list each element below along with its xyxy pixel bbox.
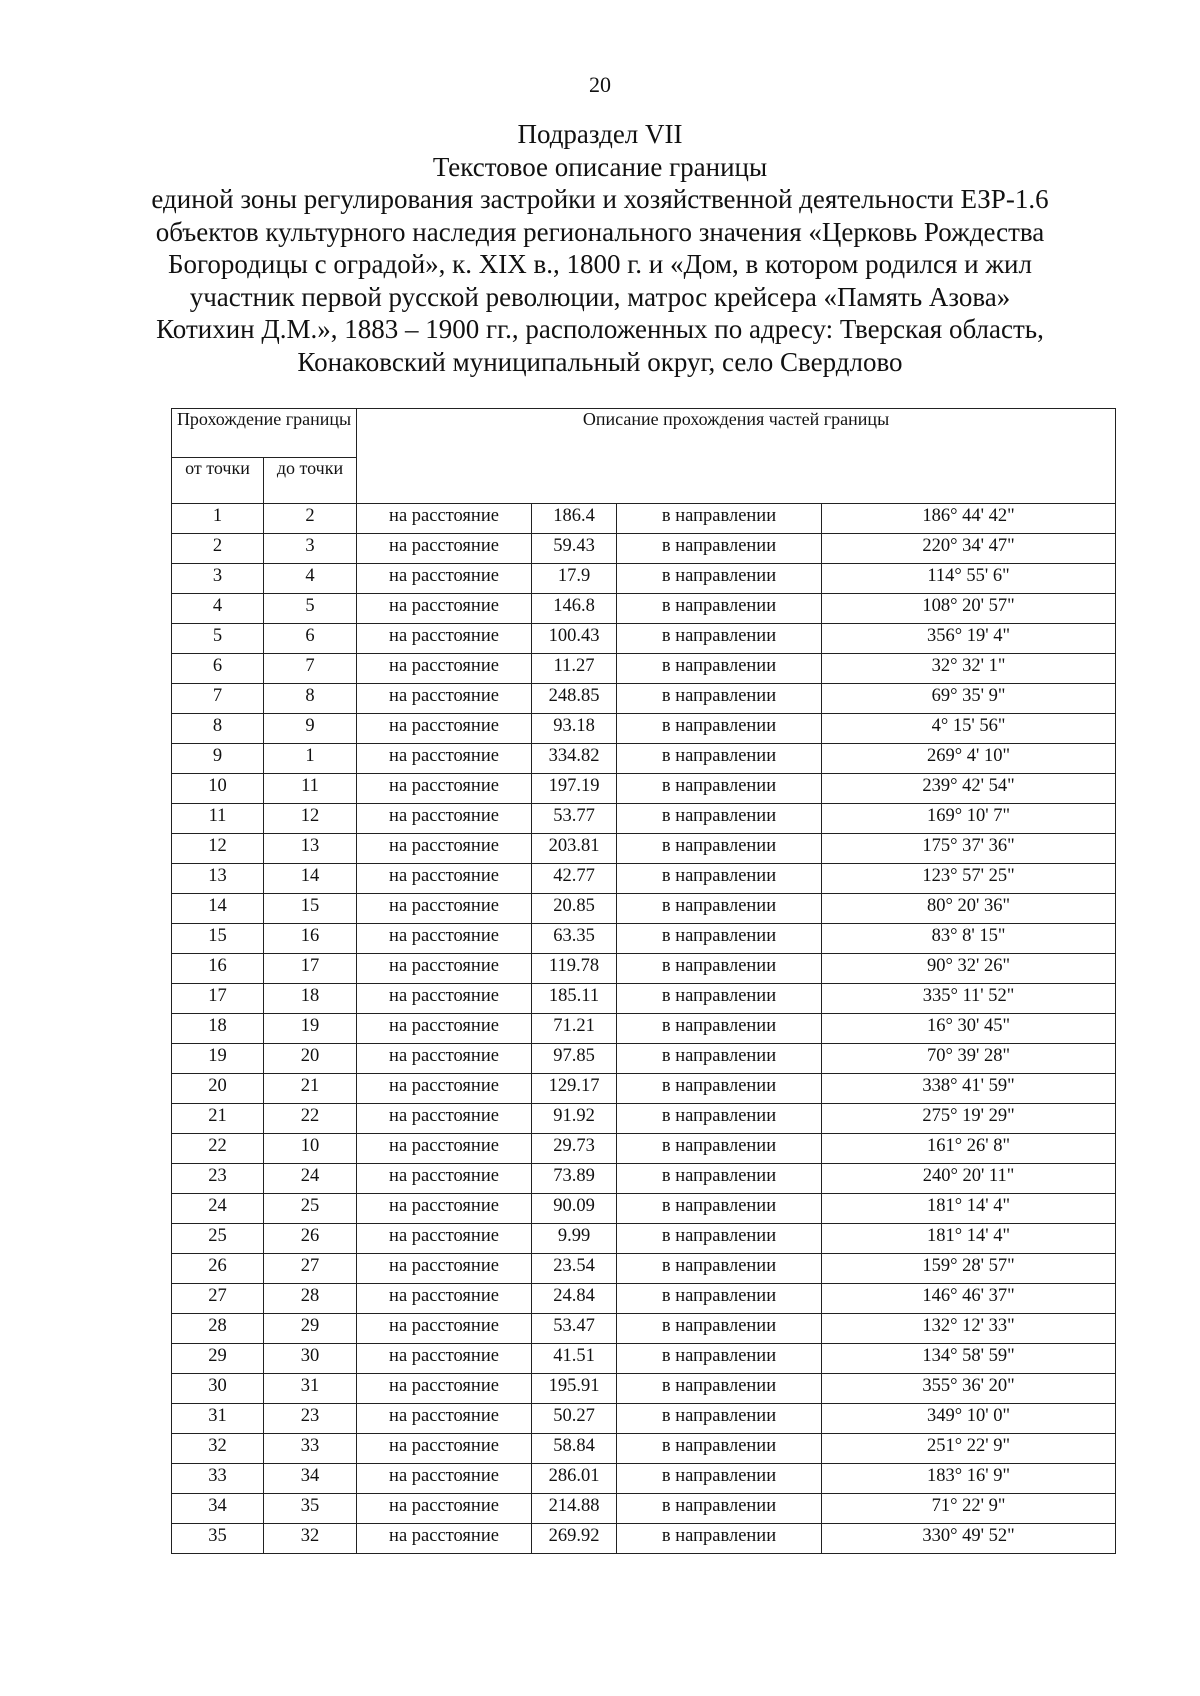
cell-direction-label: в направлении — [617, 1314, 822, 1344]
cell-distance-value: 248.85 — [532, 684, 617, 714]
table-row — [172, 954, 1116, 984]
cell-from-point: 28 — [172, 1314, 264, 1344]
cell-distance-value: 58.84 — [532, 1434, 617, 1464]
table-row — [172, 894, 1116, 924]
cell-from-point: 7 — [172, 684, 264, 714]
cell-to-point: 33 — [264, 1434, 357, 1464]
cell-from-point: 11 — [172, 804, 264, 834]
table-row — [172, 774, 1116, 804]
cell-bearing-value: 16° 30' 45" — [822, 1014, 1116, 1044]
cell-distance-label: на расстояние — [357, 1074, 532, 1104]
cell-distance-value: 63.35 — [532, 924, 617, 954]
title-line: Котихин Д.М.», 1883 – 1900 гг., расположенных по адресу: Тверская область, — [156, 314, 1044, 344]
table-row — [172, 1464, 1116, 1494]
cell-from-point: 1 — [172, 504, 264, 534]
cell-distance-value: 50.27 — [532, 1404, 617, 1434]
cell-direction-label: в направлении — [617, 864, 822, 894]
cell-to-point: 14 — [264, 864, 357, 894]
cell-direction-label: в направлении — [617, 1164, 822, 1194]
cell-direction-label: в направлении — [617, 804, 822, 834]
cell-bearing-value: 239° 42' 54" — [822, 774, 1116, 804]
cell-distance-label: на расстояние — [357, 1434, 532, 1464]
cell-to-point: 32 — [264, 1524, 357, 1554]
cell-direction-label: в направлении — [617, 954, 822, 984]
cell-distance-value: 129.17 — [532, 1074, 617, 1104]
cell-distance-label: на расстояние — [357, 1524, 532, 1554]
cell-from-point: 30 — [172, 1374, 264, 1404]
cell-bearing-value: 275° 19' 29" — [822, 1104, 1116, 1134]
table-row — [172, 1404, 1116, 1434]
table-row — [172, 1314, 1116, 1344]
cell-direction-label: в направлении — [617, 1134, 822, 1164]
cell-bearing-value: 80° 20' 36" — [822, 894, 1116, 924]
table-row — [172, 1374, 1116, 1404]
table-row — [172, 1104, 1116, 1134]
cell-to-point: 22 — [264, 1104, 357, 1134]
table-row — [172, 1524, 1116, 1554]
cell-distance-value: 91.92 — [532, 1104, 617, 1134]
cell-distance-value: 100.43 — [532, 624, 617, 654]
cell-distance-label: на расстояние — [357, 774, 532, 804]
cell-from-point: 22 — [172, 1134, 264, 1164]
cell-from-point: 9 — [172, 744, 264, 774]
cell-to-point: 28 — [264, 1284, 357, 1314]
cell-direction-label: в направлении — [617, 534, 822, 564]
cell-distance-value: 186.4 — [532, 504, 617, 534]
cell-bearing-value: 181° 14' 4" — [822, 1194, 1116, 1224]
cell-distance-value: 41.51 — [532, 1344, 617, 1374]
cell-direction-label: в направлении — [617, 894, 822, 924]
cell-distance-value: 9.99 — [532, 1224, 617, 1254]
cell-to-point: 29 — [264, 1314, 357, 1344]
cell-direction-label: в направлении — [617, 744, 822, 774]
title-line: Богородицы с оградой», к. XIX в., 1800 г. и «Дом, в котором родился и жил — [168, 249, 1032, 279]
cell-bearing-value: 108° 20' 57" — [822, 594, 1116, 624]
cell-to-point: 2 — [264, 504, 357, 534]
boundary-table — [171, 408, 1116, 1554]
cell-bearing-value: 90° 32' 26" — [822, 954, 1116, 984]
cell-from-point: 4 — [172, 594, 264, 624]
cell-bearing-value: 186° 44' 42" — [822, 504, 1116, 534]
cell-from-point: 13 — [172, 864, 264, 894]
table-row — [172, 1434, 1116, 1464]
cell-from-point: 12 — [172, 834, 264, 864]
title-line: Конаковский муниципальный округ, село Свердлово — [297, 346, 903, 377]
cell-bearing-value: 134° 58' 59" — [822, 1344, 1116, 1374]
cell-from-point: 23 — [172, 1164, 264, 1194]
cell-bearing-value: 70° 39' 28" — [822, 1044, 1116, 1074]
cell-distance-label: на расстояние — [357, 924, 532, 954]
cell-direction-label: в направлении — [617, 1284, 822, 1314]
title-line: Текстовое описание границы — [432, 151, 768, 182]
cell-from-point: 14 — [172, 894, 264, 924]
cell-from-point: 26 — [172, 1254, 264, 1284]
cell-from-point: 16 — [172, 954, 264, 984]
cell-to-point: 19 — [264, 1014, 357, 1044]
cell-direction-label: в направлении — [617, 834, 822, 864]
cell-from-point: 15 — [172, 924, 264, 954]
cell-distance-label: на расстояние — [357, 1344, 532, 1374]
cell-bearing-value: 355° 36' 20" — [822, 1374, 1116, 1404]
cell-from-point: 35 — [172, 1524, 264, 1554]
cell-to-point: 24 — [264, 1164, 357, 1194]
cell-distance-label: на расстояние — [357, 1494, 532, 1524]
cell-direction-label: в направлении — [617, 594, 822, 624]
cell-direction-label: в направлении — [617, 564, 822, 594]
cell-distance-label: на расстояние — [357, 1404, 532, 1434]
header-passage: Прохождение границы — [172, 409, 357, 458]
cell-distance-value: 71.21 — [532, 1014, 617, 1044]
table-row — [172, 1344, 1116, 1374]
cell-from-point: 33 — [172, 1464, 264, 1494]
cell-direction-label: в направлении — [617, 774, 822, 804]
cell-distance-label: на расстояние — [357, 1044, 532, 1074]
cell-distance-value: 195.91 — [532, 1374, 617, 1404]
cell-direction-label: в направлении — [617, 1374, 822, 1404]
cell-direction-label: в направлении — [617, 684, 822, 714]
header-to-point: до точки — [264, 458, 357, 504]
cell-bearing-value: 338° 41' 59" — [822, 1074, 1116, 1104]
cell-to-point: 11 — [264, 774, 357, 804]
cell-bearing-value: 251° 22' 9" — [822, 1434, 1116, 1464]
cell-direction-label: в направлении — [617, 1044, 822, 1074]
cell-bearing-value: 32° 32' 1" — [822, 654, 1116, 684]
cell-from-point: 29 — [172, 1344, 264, 1374]
cell-to-point: 20 — [264, 1044, 357, 1074]
cell-to-point: 23 — [264, 1404, 357, 1434]
cell-distance-value: 214.88 — [532, 1494, 617, 1524]
title-line: участник первой русской революции, матрос крейсера «Память Азова» — [189, 281, 1011, 312]
cell-from-point: 17 — [172, 984, 264, 1014]
cell-direction-label: в направлении — [617, 1494, 822, 1524]
table-row — [172, 1074, 1116, 1104]
cell-bearing-value: 132° 12' 33" — [822, 1314, 1116, 1344]
table-row — [172, 1044, 1116, 1074]
cell-from-point: 25 — [172, 1224, 264, 1254]
table-row — [172, 864, 1116, 894]
cell-to-point: 10 — [264, 1134, 357, 1164]
cell-distance-value: 90.09 — [532, 1194, 617, 1224]
cell-bearing-value: 220° 34' 47" — [822, 534, 1116, 564]
table-row — [172, 1134, 1116, 1164]
cell-bearing-value: 183° 16' 9" — [822, 1464, 1116, 1494]
cell-distance-value: 269.92 — [532, 1524, 617, 1554]
cell-to-point: 25 — [264, 1194, 357, 1224]
cell-from-point: 18 — [172, 1014, 264, 1044]
cell-to-point: 18 — [264, 984, 357, 1014]
cell-distance-value: 119.78 — [532, 954, 617, 984]
cell-distance-label: на расстояние — [357, 1464, 532, 1494]
cell-distance-label: на расстояние — [357, 534, 532, 564]
cell-distance-label: на расстояние — [357, 654, 532, 684]
cell-bearing-value: 181° 14' 4" — [822, 1224, 1116, 1254]
cell-distance-label: на расстояние — [357, 804, 532, 834]
cell-distance-label: на расстояние — [357, 1134, 532, 1164]
cell-distance-label: на расстояние — [357, 894, 532, 924]
cell-distance-label: на расстояние — [357, 1194, 532, 1224]
cell-bearing-value: 356° 19' 4" — [822, 624, 1116, 654]
cell-distance-label: на расстояние — [357, 1284, 532, 1314]
table-row — [172, 1194, 1116, 1224]
table-row — [172, 684, 1116, 714]
cell-distance-label: на расстояние — [357, 864, 532, 894]
cell-distance-value: 11.27 — [532, 654, 617, 684]
cell-bearing-value: 71° 22' 9" — [822, 1494, 1116, 1524]
cell-distance-value: 97.85 — [532, 1044, 617, 1074]
cell-distance-value: 146.8 — [532, 594, 617, 624]
cell-distance-label: на расстояние — [357, 984, 532, 1014]
cell-from-point: 3 — [172, 564, 264, 594]
cell-distance-label: на расстояние — [357, 714, 532, 744]
cell-bearing-value: 69° 35' 9" — [822, 684, 1116, 714]
cell-direction-label: в направлении — [617, 1074, 822, 1104]
table-row — [172, 804, 1116, 834]
cell-direction-label: в направлении — [617, 1254, 822, 1284]
cell-bearing-value: 159° 28' 57" — [822, 1254, 1116, 1284]
cell-from-point: 8 — [172, 714, 264, 744]
page-number: 20 — [589, 72, 611, 97]
cell-bearing-value: 146° 46' 37" — [822, 1284, 1116, 1314]
cell-distance-label: на расстояние — [357, 1314, 532, 1344]
cell-to-point: 1 — [264, 744, 357, 774]
cell-direction-label: в направлении — [617, 504, 822, 534]
cell-from-point: 24 — [172, 1194, 264, 1224]
cell-bearing-value: 330° 49' 52" — [822, 1524, 1116, 1554]
cell-to-point: 8 — [264, 684, 357, 714]
cell-direction-label: в направлении — [617, 1404, 822, 1434]
cell-from-point: 2 — [172, 534, 264, 564]
cell-direction-label: в направлении — [617, 1344, 822, 1374]
cell-to-point: 30 — [264, 1344, 357, 1374]
table-row — [172, 564, 1116, 594]
cell-distance-label: на расстояние — [357, 1164, 532, 1194]
cell-from-point: 6 — [172, 654, 264, 684]
table-row — [172, 1164, 1116, 1194]
cell-to-point: 5 — [264, 594, 357, 624]
cell-bearing-value: 4° 15' 56" — [822, 714, 1116, 744]
cell-direction-label: в направлении — [617, 924, 822, 954]
cell-from-point: 20 — [172, 1074, 264, 1104]
cell-distance-label: на расстояние — [357, 594, 532, 624]
cell-to-point: 35 — [264, 1494, 357, 1524]
cell-distance-value: 185.11 — [532, 984, 617, 1014]
table-body — [172, 504, 1116, 1554]
cell-bearing-value: 269° 4' 10" — [822, 744, 1116, 774]
cell-distance-label: на расстояние — [357, 684, 532, 714]
cell-distance-label: на расстояние — [357, 1104, 532, 1134]
table-row — [172, 744, 1116, 774]
cell-direction-label: в направлении — [617, 1224, 822, 1254]
cell-from-point: 19 — [172, 1044, 264, 1074]
cell-to-point: 9 — [264, 714, 357, 744]
cell-distance-value: 286.01 — [532, 1464, 617, 1494]
cell-distance-value: 24.84 — [532, 1284, 617, 1314]
cell-direction-label: в направлении — [617, 1014, 822, 1044]
cell-bearing-value: 335° 11' 52" — [822, 984, 1116, 1014]
cell-direction-label: в направлении — [617, 624, 822, 654]
title-line: объектов культурного наследия регионального значения «Церковь Рождества — [155, 216, 1045, 247]
cell-distance-value: 29.73 — [532, 1134, 617, 1164]
cell-bearing-value: 349° 10' 0" — [822, 1404, 1116, 1434]
cell-to-point: 4 — [264, 564, 357, 594]
table-row — [172, 1284, 1116, 1314]
cell-distance-value: 23.54 — [532, 1254, 617, 1284]
cell-direction-label: в направлении — [617, 1104, 822, 1134]
table-row — [172, 1494, 1116, 1524]
cell-to-point: 7 — [264, 654, 357, 684]
cell-distance-label: на расстояние — [357, 834, 532, 864]
cell-from-point: 31 — [172, 1404, 264, 1434]
cell-direction-label: в направлении — [617, 1464, 822, 1494]
cell-distance-value: 42.77 — [532, 864, 617, 894]
table-row — [172, 534, 1116, 564]
cell-bearing-value: 175° 37' 36" — [822, 834, 1116, 864]
cell-to-point: 31 — [264, 1374, 357, 1404]
cell-bearing-value: 114° 55' 6" — [822, 564, 1116, 594]
cell-direction-label: в направлении — [617, 714, 822, 744]
table-row — [172, 624, 1116, 654]
cell-distance-label: на расстояние — [357, 564, 532, 594]
table-row — [172, 1254, 1116, 1284]
cell-to-point: 34 — [264, 1464, 357, 1494]
cell-to-point: 16 — [264, 924, 357, 954]
cell-distance-value: 203.81 — [532, 834, 617, 864]
table-row — [172, 984, 1116, 1014]
table-row — [172, 1014, 1116, 1044]
header-from-point: от точки — [172, 458, 264, 504]
cell-distance-label: на расстояние — [357, 624, 532, 654]
cell-distance-value: 197.19 — [532, 774, 617, 804]
cell-distance-label: на расстояние — [357, 744, 532, 774]
cell-to-point: 12 — [264, 804, 357, 834]
cell-to-point: 6 — [264, 624, 357, 654]
header-description: Описание прохождения частей границы — [357, 409, 1116, 504]
cell-bearing-value: 240° 20' 11" — [822, 1164, 1116, 1194]
table-row — [172, 924, 1116, 954]
cell-from-point: 5 — [172, 624, 264, 654]
cell-to-point: 27 — [264, 1254, 357, 1284]
cell-to-point: 13 — [264, 834, 357, 864]
cell-distance-value: 20.85 — [532, 894, 617, 924]
table-row — [172, 1224, 1116, 1254]
cell-distance-label: на расстояние — [357, 1254, 532, 1284]
table-row — [172, 714, 1116, 744]
cell-from-point: 32 — [172, 1434, 264, 1464]
table-row — [172, 834, 1116, 864]
cell-distance-value: 53.77 — [532, 804, 617, 834]
page-title — [150, 118, 1050, 378]
table-row — [172, 594, 1116, 624]
table-row — [172, 504, 1116, 534]
cell-distance-value: 334.82 — [532, 744, 617, 774]
cell-distance-value: 17.9 — [532, 564, 617, 594]
cell-distance-value: 73.89 — [532, 1164, 617, 1194]
cell-bearing-value: 169° 10' 7" — [822, 804, 1116, 834]
cell-direction-label: в направлении — [617, 1524, 822, 1554]
cell-distance-label: на расстояние — [357, 1014, 532, 1044]
cell-to-point: 21 — [264, 1074, 357, 1104]
title-line: Подраздел VII — [517, 119, 683, 149]
table-header — [172, 409, 1116, 504]
cell-distance-value: 59.43 — [532, 534, 617, 564]
cell-to-point: 26 — [264, 1224, 357, 1254]
title-line: единой зоны регулирования застройки и хозяйственной деятельности ЕЗР-1.6 — [151, 184, 1049, 214]
cell-from-point: 34 — [172, 1494, 264, 1524]
cell-bearing-value: 83° 8' 15" — [822, 924, 1116, 954]
cell-direction-label: в направлении — [617, 984, 822, 1014]
cell-bearing-value: 123° 57' 25" — [822, 864, 1116, 894]
cell-distance-label: на расстояние — [357, 954, 532, 984]
cell-bearing-value: 161° 26' 8" — [822, 1134, 1116, 1164]
cell-to-point: 15 — [264, 894, 357, 924]
cell-direction-label: в направлении — [617, 654, 822, 684]
table-row — [172, 654, 1116, 684]
cell-from-point: 10 — [172, 774, 264, 804]
cell-to-point: 17 — [264, 954, 357, 984]
cell-distance-value: 53.47 — [532, 1314, 617, 1344]
cell-from-point: 21 — [172, 1104, 264, 1134]
cell-direction-label: в направлении — [617, 1434, 822, 1464]
cell-to-point: 3 — [264, 534, 357, 564]
cell-distance-label: на расстояние — [357, 1374, 532, 1404]
cell-distance-value: 93.18 — [532, 714, 617, 744]
cell-from-point: 27 — [172, 1284, 264, 1314]
cell-direction-label: в направлении — [617, 1194, 822, 1224]
cell-distance-label: на расстояние — [357, 504, 532, 534]
cell-distance-label: на расстояние — [357, 1224, 532, 1254]
